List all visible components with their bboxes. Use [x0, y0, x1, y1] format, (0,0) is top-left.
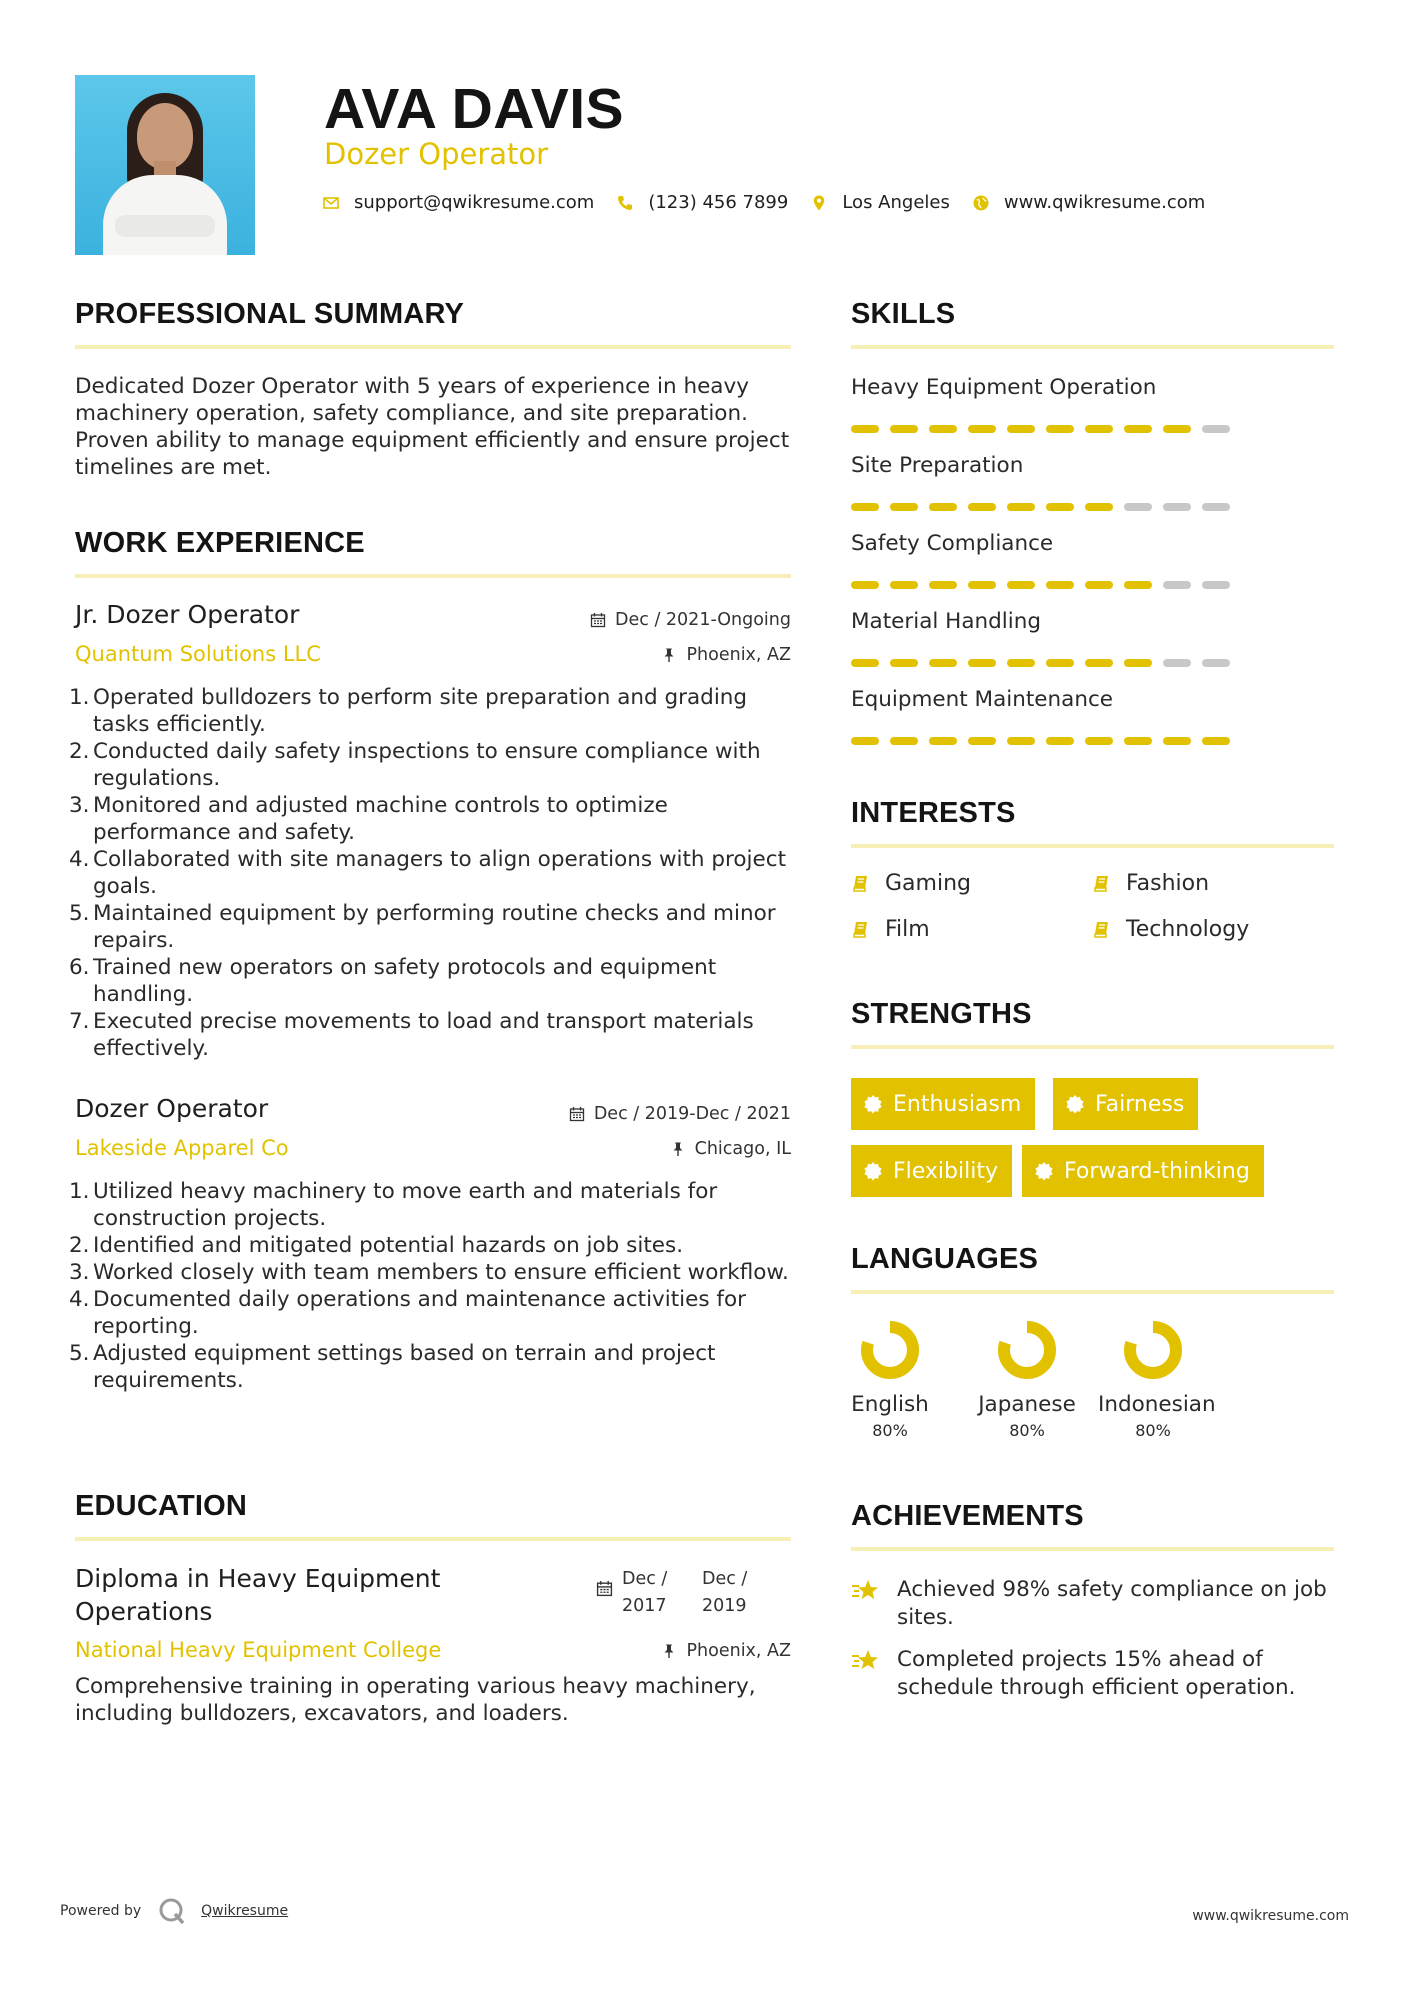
skill-dash-filled [890, 737, 918, 745]
skill-dash-filled [1124, 425, 1152, 433]
skill-dash-filled [1046, 659, 1074, 667]
book-icon [1092, 874, 1112, 894]
education-divider [75, 1537, 791, 1541]
badge-icon [863, 1094, 883, 1114]
calendar-icon [590, 612, 606, 628]
job-dates-text: Dec / 2021-Ongoing [615, 610, 791, 630]
contact-phone[interactable] [616, 192, 788, 213]
job-bullets [69, 684, 791, 1062]
school-name: National Heavy Equipment College [75, 1638, 442, 1662]
job-dates [590, 610, 791, 630]
pushpin-icon [661, 647, 677, 663]
language-progress-ring [1121, 1318, 1185, 1382]
achievements-divider [851, 1547, 1334, 1551]
skill-dash-filled [851, 425, 879, 433]
job-title: Dozer Operator [75, 1094, 269, 1123]
skill-dash-empty [1202, 659, 1230, 667]
footer-powered-by: Powered by Qwikresume [60, 1896, 288, 1926]
calendar-icon [596, 1580, 613, 1597]
skill-dash-filled [1046, 425, 1074, 433]
skill-dash-empty [1124, 503, 1152, 511]
interests-heading: INTERESTS [851, 797, 1016, 829]
skill-dash-filled [1163, 737, 1191, 745]
skill-dash-filled [968, 425, 996, 433]
contact-bar [322, 192, 1227, 213]
globe-icon [972, 194, 990, 212]
skill-dash-filled [929, 581, 957, 589]
interest-item: Film [851, 917, 930, 942]
strength-tag: Enthusiasm [851, 1078, 1035, 1130]
summary-heading: PROFESSIONAL SUMMARY [75, 298, 465, 330]
pushpin-icon [670, 1141, 686, 1157]
qwikresume-logo-icon [157, 1896, 187, 1926]
education-location [661, 1641, 791, 1661]
brand-link[interactable]: Qwikresume [201, 1903, 289, 1919]
languages-heading: LANGUAGES [851, 1243, 1039, 1275]
skill-level-bar [851, 581, 1241, 589]
skill-dash-filled [1046, 737, 1074, 745]
skill-dash-filled [968, 737, 996, 745]
language-percent: 80% [872, 1421, 908, 1440]
calendar-icon [569, 1106, 585, 1122]
phone-text: (123) 456 7899 [648, 192, 789, 213]
list-item: 4. Collaborated with site managers to align operations with project goals. [69, 847, 787, 899]
badge-icon [1034, 1161, 1054, 1181]
list-item: 5. Adjusted equipment settings based on terrain and project requirements. [69, 1341, 716, 1393]
languages-divider [851, 1290, 1334, 1294]
skill-dash-filled [1085, 659, 1113, 667]
skill-name: Heavy Equipment Operation [851, 375, 1157, 400]
language-percent: 80% [1009, 1421, 1045, 1440]
skill-dash-filled [1046, 503, 1074, 511]
skill-dash-filled [851, 503, 879, 511]
skill-dash-filled [929, 737, 957, 745]
skills-heading: SKILLS [851, 298, 956, 330]
skill-dash-filled [1085, 737, 1113, 745]
badge-icon [863, 1161, 883, 1181]
skill-dash-filled [1085, 425, 1113, 433]
skill-dash-filled [890, 503, 918, 511]
job-location [670, 1139, 791, 1159]
phone-icon [616, 194, 634, 212]
skill-dash-filled [1085, 581, 1113, 589]
job-location-text: Phoenix, AZ [686, 645, 791, 665]
pushpin-icon [661, 1643, 677, 1659]
achievement-item: Completed projects 15% ahead of schedule through efficient operation. [851, 1646, 1331, 1702]
list-item: 3. Worked closely with team members to ensure efficient workflow. [69, 1260, 789, 1285]
list-item: 6. Trained new operators on safety protocols and equipment handling. [69, 955, 717, 1007]
education-start-date: Dec / 2017 [622, 1569, 668, 1616]
job-dates-text: Dec / 2019-Dec / 2021 [593, 1104, 791, 1124]
skill-dash-filled [1124, 659, 1152, 667]
candidate-role: Dozer Operator [324, 137, 549, 171]
interest-item: Fashion [1092, 871, 1209, 896]
strengths-heading: STRENGTHS [851, 998, 1032, 1030]
list-item: 7. Executed precise movements to load and transport materials effectively. [69, 1009, 754, 1061]
skill-dash-filled [1007, 581, 1035, 589]
strength-tag: Flexibility [851, 1145, 1012, 1197]
contact-email[interactable] [322, 192, 594, 213]
skill-dash-empty [1202, 425, 1230, 433]
language-name: Japanese [978, 1392, 1076, 1417]
language-name: English [851, 1392, 929, 1417]
job-dates [569, 1104, 791, 1124]
strengths-divider [851, 1045, 1334, 1049]
skill-dash-filled [968, 659, 996, 667]
list-item: 1. Utilized heavy machinery to move earth and materials for construction projects. [69, 1179, 718, 1231]
contact-website[interactable] [972, 192, 1205, 213]
profile-photo [75, 75, 255, 255]
skill-dash-filled [1124, 737, 1152, 745]
contact-location [810, 192, 950, 213]
skill-dash-filled [1163, 425, 1191, 433]
skill-dash-filled [929, 503, 957, 511]
job-location-text: Chicago, IL [694, 1139, 791, 1159]
strength-tag: Fairness [1053, 1078, 1198, 1130]
skill-level-bar [851, 425, 1241, 433]
skill-dash-filled [1046, 581, 1074, 589]
star-icon [851, 1648, 881, 1674]
list-item: 5. Maintained equipment by performing routine checks and minor repairs. [69, 901, 776, 953]
list-item: 2. Conducted daily safety inspections to ensure compliance with regulations. [69, 739, 761, 791]
book-icon [851, 920, 871, 940]
education-location-text: Phoenix, AZ [686, 1641, 791, 1661]
star-icon [851, 1578, 881, 1604]
skill-dash-empty [1202, 503, 1230, 511]
skill-dash-filled [1007, 503, 1035, 511]
skill-dash-empty [1163, 659, 1191, 667]
job-location [661, 645, 791, 665]
summary-text: Dedicated Dozer Operator with 5 years of experience in heavy machinery operation, safety compliance, and site preparation. Proven ability to manage equipment efficiently and ensure project timelines are met. [75, 374, 790, 480]
list-item: 4. Documented daily operations and maintenance activities for reporting. [69, 1287, 746, 1339]
skill-dash-filled [929, 659, 957, 667]
skill-dash-filled [890, 659, 918, 667]
education-description: Comprehensive training in operating various heavy machinery, including bulldozers, excavators, and loaders. [75, 1674, 756, 1726]
job-bullets [69, 1178, 791, 1394]
skill-dash-filled [968, 503, 996, 511]
degree-title: Diploma in Heavy Equipment Operations [75, 1564, 441, 1626]
skill-dash-filled [1085, 503, 1113, 511]
strength-tag: Forward-thinking [1022, 1145, 1264, 1197]
skill-dash-filled [1202, 737, 1230, 745]
website-text: www.qwikresume.com [1003, 192, 1206, 213]
skill-name: Equipment Maintenance [851, 687, 1113, 712]
skill-dash-empty [1163, 503, 1191, 511]
education-end-date: Dec / 2019 [702, 1569, 748, 1616]
skill-name: Material Handling [851, 609, 1042, 634]
list-item: 2. Identified and mitigated potential hazards on job sites. [69, 1233, 684, 1258]
summary-divider [75, 345, 791, 349]
skill-dash-filled [929, 425, 957, 433]
skill-dash-filled [968, 581, 996, 589]
book-icon [851, 874, 871, 894]
footer-url[interactable]: www.qwikresume.com [1192, 1908, 1349, 1924]
skill-dash-filled [851, 581, 879, 589]
job-title: Jr. Dozer Operator [75, 600, 300, 629]
interest-item: Technology [1092, 917, 1249, 942]
education-heading: EDUCATION [75, 1490, 248, 1522]
interests-divider [851, 844, 1334, 848]
skill-name: Site Preparation [851, 453, 1024, 478]
language-progress-ring [858, 1318, 922, 1382]
achievement-item: Achieved 98% safety compliance on job sites. [851, 1576, 1331, 1632]
skill-dash-filled [890, 425, 918, 433]
interest-item: Gaming [851, 871, 971, 896]
skill-name: Safety Compliance [851, 531, 1054, 556]
language-progress-ring [995, 1318, 1059, 1382]
skill-level-bar [851, 659, 1241, 667]
skill-dash-empty [1202, 581, 1230, 589]
experience-divider [75, 574, 791, 578]
achievements-heading: ACHIEVEMENTS [851, 1500, 1084, 1532]
skill-dash-filled [1007, 659, 1035, 667]
list-item: 1. Operated bulldozers to perform site preparation and grading tasks efficiently. [69, 685, 748, 737]
badge-icon [1065, 1094, 1085, 1114]
map-pin-icon [810, 194, 828, 212]
skill-dash-filled [851, 737, 879, 745]
skill-dash-filled [1007, 425, 1035, 433]
language-percent: 80% [1135, 1421, 1171, 1440]
skill-level-bar [851, 737, 1241, 745]
book-icon [1092, 920, 1112, 940]
skill-dash-filled [851, 659, 879, 667]
skill-dash-filled [1007, 737, 1035, 745]
skill-dash-empty [1163, 581, 1191, 589]
language-item [835, 1318, 945, 1440]
email-text: support@qwikresume.com [354, 192, 595, 213]
company-name: Quantum Solutions LLC [75, 642, 321, 666]
experience-heading: WORK EXPERIENCE [75, 527, 365, 559]
list-item: 3. Monitored and adjusted machine controls to optimize performance and safety. [69, 793, 668, 845]
skill-dash-filled [890, 581, 918, 589]
location-text: Los Angeles [842, 192, 950, 213]
language-name: Indonesian [1098, 1392, 1216, 1417]
skills-divider [851, 345, 1334, 349]
candidate-name: AVA DAVIS [324, 77, 625, 141]
skill-dash-filled [1124, 581, 1152, 589]
skill-level-bar [851, 503, 1241, 511]
language-item [1098, 1318, 1216, 1440]
company-name: Lakeside Apparel Co [75, 1136, 289, 1160]
envelope-icon [322, 194, 340, 212]
language-item [972, 1318, 1082, 1440]
